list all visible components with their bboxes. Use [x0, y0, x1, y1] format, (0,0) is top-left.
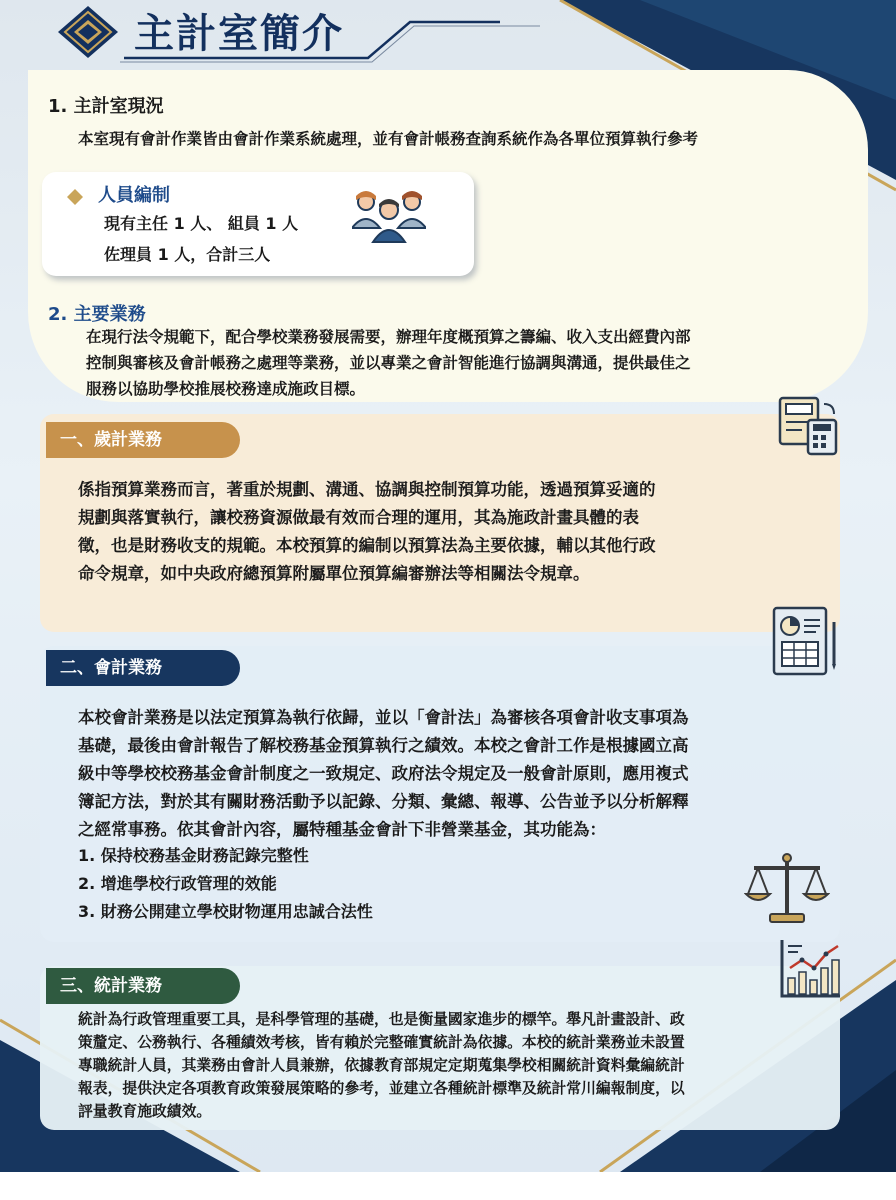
statistics-line-4: 報表，提供決定各項教育政策發展策略的參考，並建立各種統計標準及統計常川編報制度，以 — [78, 1080, 685, 1097]
staff-line-1: 現有主任 1 人、 組員 1 人 — [104, 214, 299, 233]
statistics-label: 三、統計業務 — [46, 968, 240, 1004]
statistics-line-3: 專職統計人員，其業務由會計人員兼辦，依據教育部規定定期蒐集學校相關統計資料彙編統計 — [78, 1057, 685, 1074]
accounting-label: 二、會計業務 — [46, 650, 240, 686]
budget-line-3: 徵，也是財務收支的規範。本校預算的編制以預算法為主要依據，輔以其他行政 — [78, 536, 656, 555]
accounting-function-3: 3. 財務公開建立學校財物運用忠誠合法性 — [78, 902, 373, 921]
accounting-function-1: 1. 保持校務基金財務記錄完整性 — [78, 846, 309, 865]
people-icon — [352, 188, 426, 244]
status-heading: 1. 主計室現況 — [48, 96, 164, 117]
business-heading: 2. 主要業務 — [48, 304, 146, 325]
business-line-2: 控制與審核及會計帳務之處理等業務，並以專業之會計智能進行協調與溝通，提供最佳之 — [86, 354, 691, 372]
statistics-line-1: 統計為行政管理重要工具，是科學管理的基礎，也是衡量國家進步的標竿。舉凡計畫設計、政 — [78, 1011, 685, 1028]
page-title: 主計室簡介 — [134, 11, 344, 57]
budget-line-1: 係指預算業務而言，著重於規劃、溝通、協調與控制預算功能，透過預算妥適的 — [78, 480, 656, 499]
diamond-logo-icon — [56, 4, 120, 60]
accounting-line-3: 級中等學校校務基金會計制度之一致規定、政府法令規定及一般會計原則，應用複式 — [78, 764, 689, 783]
calculator-icon — [778, 394, 840, 456]
accounting-line-1: 本校會計業務是以法定預算為執行依歸，並以「會計法」為審核各項會計收支事項為 — [78, 708, 689, 727]
business-line-3: 服務以協助學校推展校務達成施政目標。 — [86, 380, 366, 398]
accounting-line-4: 簿記方法，對於其有關財務活動予以記錄、分類、彙總、報導、公告並予以分析解釋 — [78, 792, 689, 811]
budget-label: 一、歲計業務 — [46, 422, 240, 458]
budget-line-4: 命令規章，如中央政府總預算附屬單位預算編審辦法等相關法令規章。 — [78, 564, 590, 583]
statistics-line-5: 評量教育施政績效。 — [78, 1103, 212, 1120]
report-icon — [770, 604, 840, 678]
diamond-bullet-icon — [66, 188, 84, 206]
status-text: 本室現有會計作業皆由會計作業系統處理，並有會計帳務查詢系統作為各單位預算執行參考 — [78, 130, 699, 148]
bottom-strip — [0, 1172, 896, 1200]
accounting-line-5: 之經常事務。依其會計內容，屬特種基金會計下非營業基金，其功能為： — [78, 820, 606, 839]
accounting-function-2: 2. 增進學校行政管理的效能 — [78, 874, 277, 893]
staff-title: 人員編制 — [98, 185, 170, 206]
statistics-line-2: 策釐定、公務執行、各種績效考核，皆有賴於完整確實統計為依據。本校的統計業務並未設置 — [78, 1034, 685, 1051]
staff-line-2: 佐理員 1 人，合計三人 — [104, 245, 271, 264]
accounting-line-2: 基礎，最後由會計報告了解校務基金預算執行之績效。本校之會計工作是根據國立高 — [78, 736, 689, 755]
balance-scale-icon — [744, 850, 830, 928]
business-line-1: 在現行法令規範下，配合學校業務發展需要，辦理年度概預算之籌編、收入支出經費內部 — [86, 328, 691, 346]
budget-line-2: 規劃與落實執行，讓校務資源做最有效而合理的運用，其為施政計畫具體的表 — [78, 508, 639, 527]
chart-icon — [778, 938, 842, 1000]
